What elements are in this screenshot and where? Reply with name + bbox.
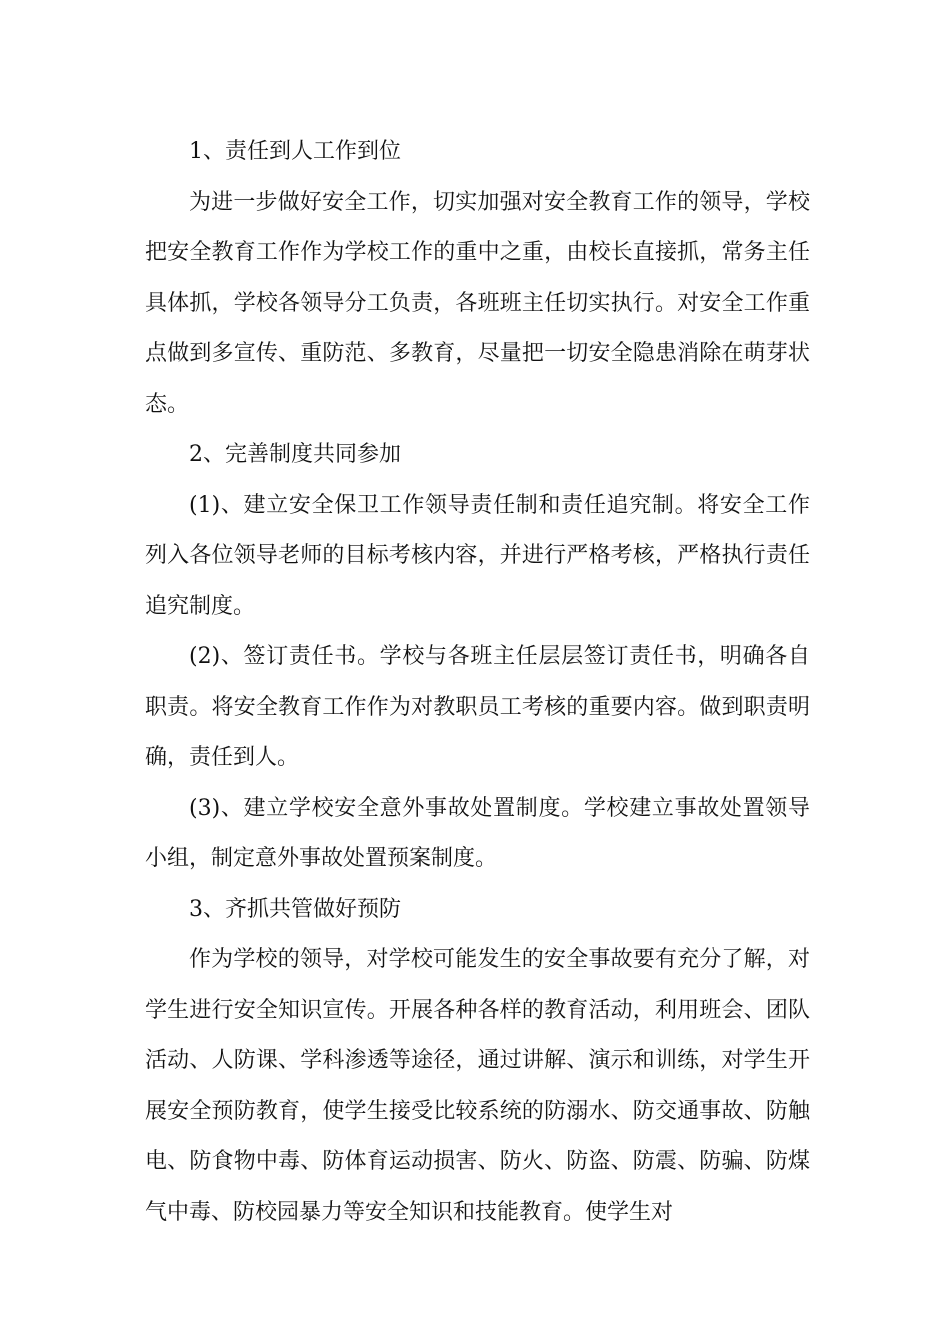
paragraph-item-2: (2)、签订责任书。学校与各班主任层层签订责任书，明确各自职责。将安全教育工作作为对教职员工考核的重要内容。做到职责明确，责任到人。 xyxy=(145,644,810,770)
section-heading-2: 2、完善制度共同参加 xyxy=(189,442,401,467)
paragraph-item-3: (3)、建立学校安全意外事故处置制度。学校建立事故处置领导小组，制定意外事故处置预案制度。 xyxy=(145,795,810,871)
section-heading-3: 3、齐抓共管做好预防 xyxy=(189,896,401,922)
document-body xyxy=(145,127,810,1238)
paragraph-responsibility: 为进一步做好安全工作，切实加强对安全教育工作的领导，学校把安全教育工作作为学校工作的重中之重，由校长直接抓，常务主任具体抓，学校各领导分工负责，各班班主任切实执行。对安全工作重点做到多宣传、重防范、多教育，尽量把一切安全隐患消除在萌芽状态。 xyxy=(145,189,810,417)
paragraph-item-1: (1)、建立安全保卫工作领导责任制和责任追究制。将安全工作列入各位领导老师的目标考核内容，并进行严格考核，严格执行责任追究制度。 xyxy=(145,492,810,619)
section-heading-1: 1、责任到人工作到位 xyxy=(189,139,401,164)
paragraph-prevention: 作为学校的领导，对学校可能发生的安全事故要有充分了解，对学生进行安全知识宣传。开展各种各样的教育活动，利用班会、团队活动、人防课、学科渗透等途径，通过讲解、演示和训练，对学生开展安全预防教育，使学生接受比较系统的防溺水、防交通事故、防触电、防食物中毒、防体育运动损害、防火、防盗、防震、防骗、防煤气中毒、防校园暴力等安全知识和技能教育。使学生对 xyxy=(145,947,810,1225)
